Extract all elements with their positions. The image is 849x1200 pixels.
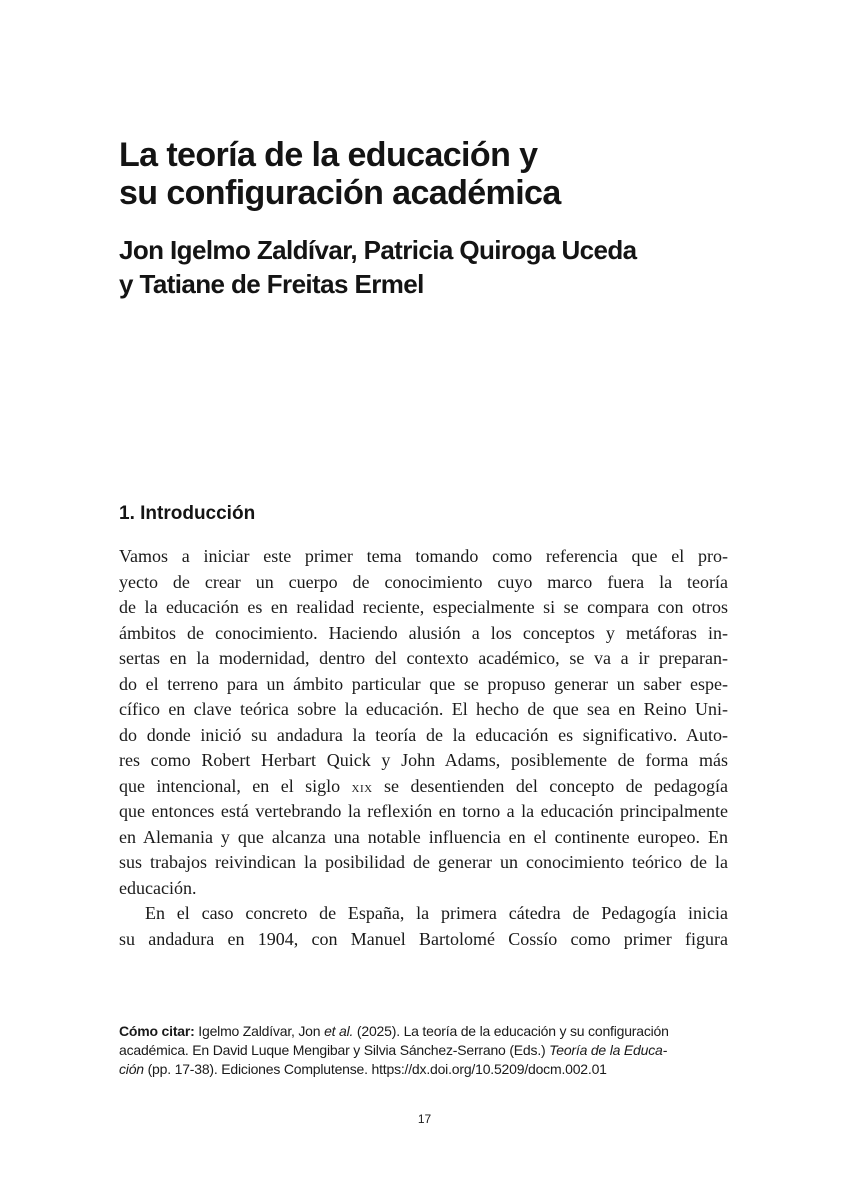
body-line: que entonces está vertebrando la reflexión en torno a la educación principalmente	[119, 801, 728, 821]
authors-line-2: y Tatiane de Freitas Ermel	[119, 269, 424, 299]
body-line: en Alemania y que alcanza una notable influencia en el continente europeo. En	[119, 826, 728, 847]
body-line: En el caso concreto de España, la primera cátedra de Pedagogía inicia	[145, 903, 728, 923]
citation-text: Igelmo Zaldívar, Jon	[198, 1023, 321, 1039]
body-line: sus trabajos reivindican la posibilidad de generar un conocimiento teórico de la	[119, 852, 728, 872]
body-line-century	[119, 774, 728, 800]
century-numeral: xix	[351, 779, 373, 796]
citation-text: académica. En David Luque Mengibar y Silvia Sánchez-Serrano (Eds.)	[119, 1042, 546, 1058]
body-text-fragment: se desentienden del concepto de pedagogía	[384, 775, 729, 796]
citation-line-3	[119, 1060, 728, 1079]
body-text-fragment: que intencional, en el siglo	[119, 775, 341, 796]
chapter-title-line-2: su configuración académica	[119, 174, 561, 212]
body-line: de la educación es en realidad reciente, especialmente si se compara con otros	[119, 597, 728, 617]
chapter-title	[119, 136, 759, 212]
citation-book-title: ción	[119, 1061, 144, 1077]
body-line: do donde inició su andadura la teoría de la educación es significativo. Auto-	[119, 724, 728, 745]
body-line: su andadura en 1904, con Manuel Bartolomé Cossío como primer figura	[119, 928, 728, 949]
citation-etal: et al.	[324, 1023, 354, 1039]
citation-line-1	[119, 1022, 728, 1041]
citation-text: (pp. 17-38). Ediciones Complutense. https://dx.doi.org/10.5209/docm.002.01	[147, 1061, 607, 1077]
citation-line-2	[119, 1041, 728, 1060]
body-line: Vamos a iniciar este primer tema tomando como referencia que el pro-	[119, 546, 728, 566]
body-line: sertas en la modernidad, dentro del contexto académico, se va a ir preparan-	[119, 648, 728, 668]
body-line: ámbitos de conocimiento. Haciendo alusión a los conceptos y metáforas in-	[119, 622, 728, 643]
chapter-title-line-1: La teoría de la educación y	[119, 136, 538, 174]
citation-text: (2025). La teoría de la educación y su configuración	[356, 1023, 669, 1039]
citation-book-title: Teoría de la Educa-	[549, 1042, 668, 1058]
body-line: cífico en clave teórica sobre la educación. El hecho de que sea en Reino Uni-	[119, 699, 728, 719]
section-heading: 1. Introducción	[119, 503, 256, 524]
body-line: do el terreno para un ámbito particular que se propuso generar un saber espe-	[119, 673, 728, 694]
authors-line-1: Jon Igelmo Zaldívar, Patricia Quiroga Uceda	[119, 235, 637, 265]
body-text	[119, 544, 728, 952]
body-line: res como Robert Herbart Quick y John Adams, posiblemente de forma más	[119, 750, 728, 770]
body-line: educación.	[119, 877, 197, 898]
chapter-authors	[119, 233, 759, 301]
body-line: yecto de crear un cuerpo de conocimiento cuyo marco fuera la teoría	[119, 571, 728, 592]
page-number: 17	[417, 1112, 432, 1126]
citation-footnote	[119, 1022, 728, 1079]
citation-label: Cómo citar:	[119, 1023, 195, 1039]
